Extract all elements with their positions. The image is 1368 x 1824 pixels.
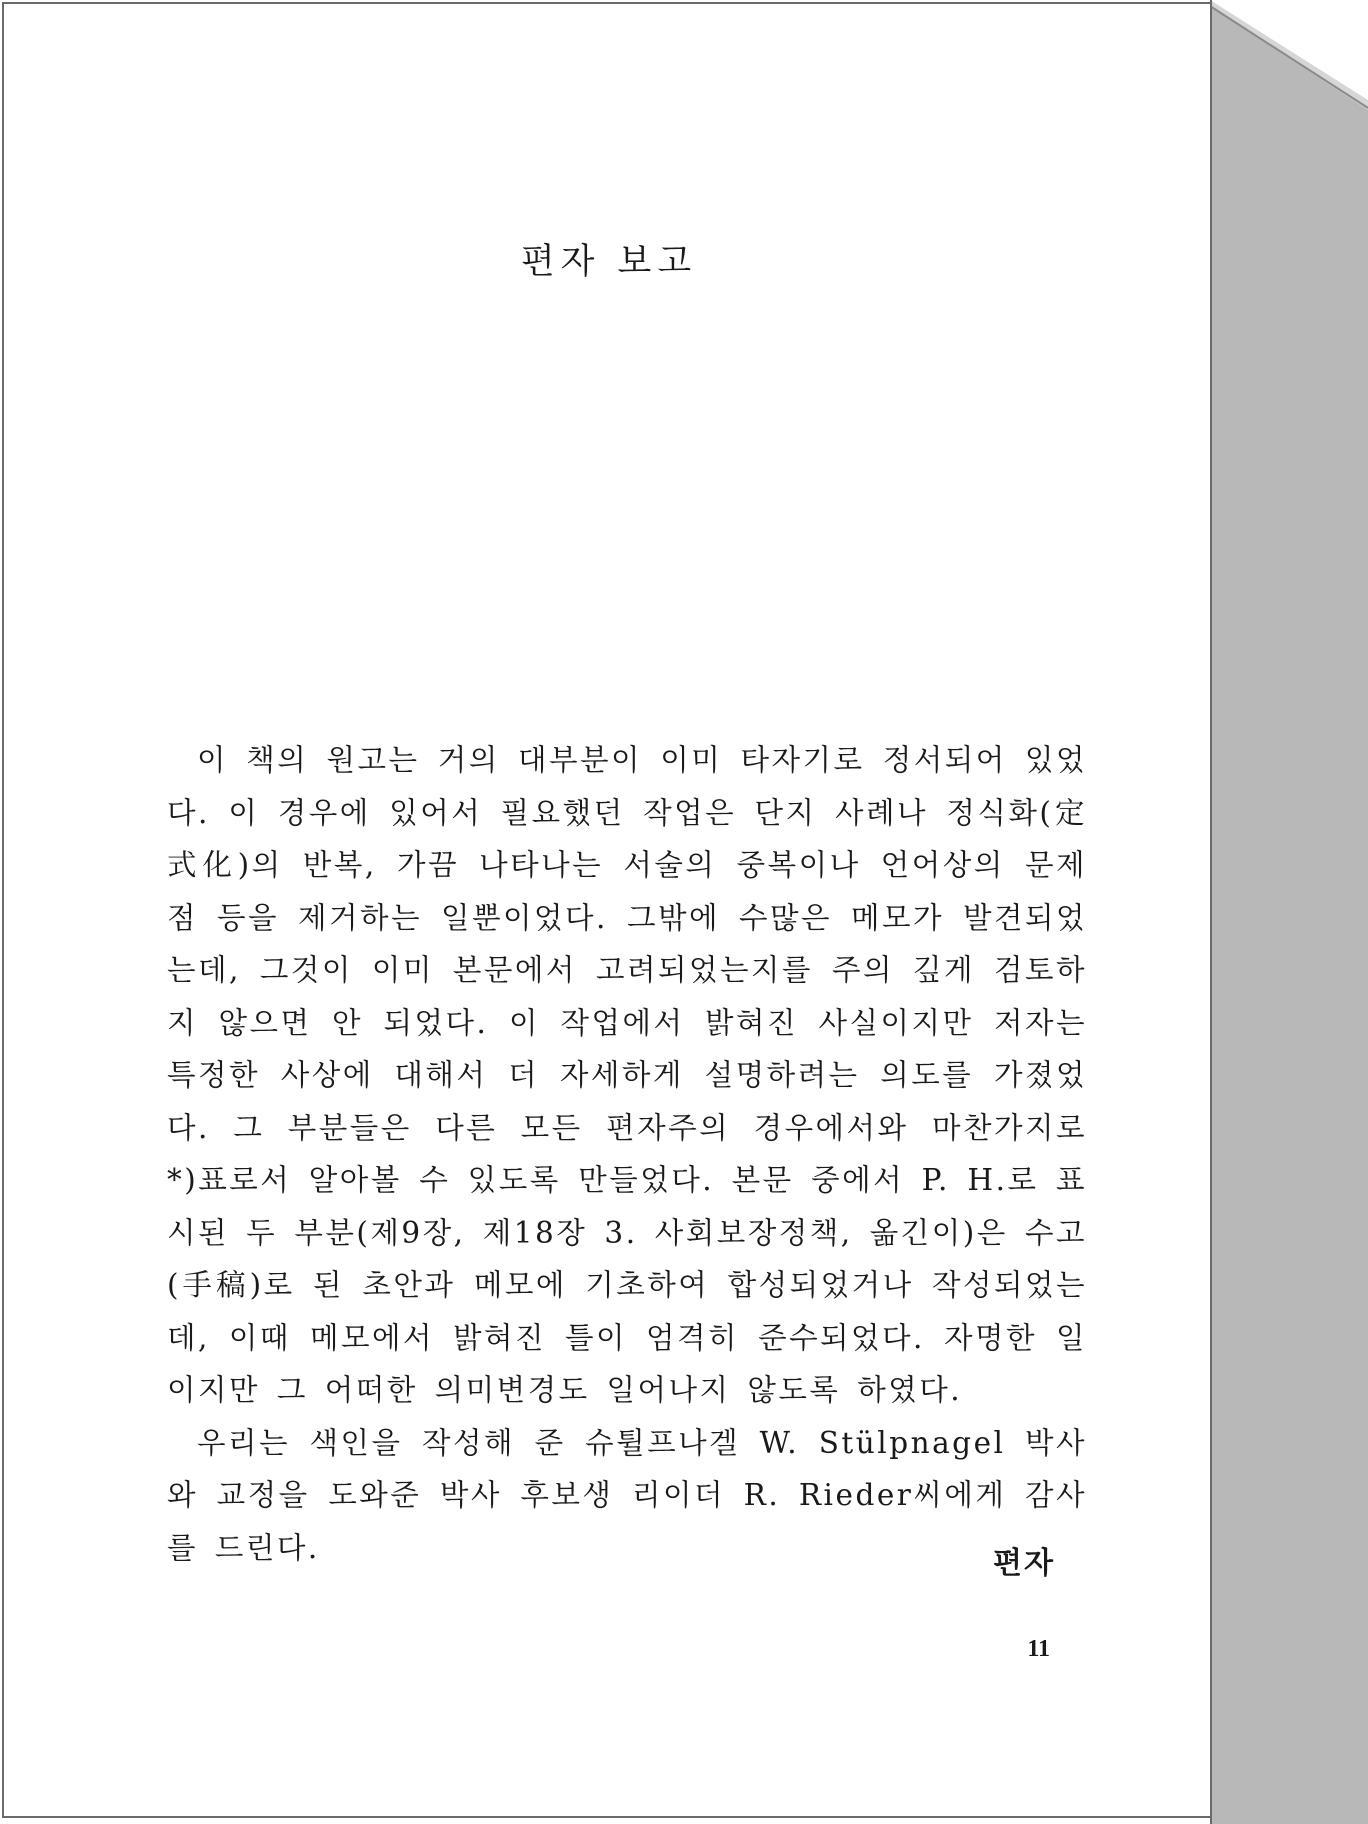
- book-edge: [1210, 0, 1368, 1824]
- page-title: 편자 보고: [520, 242, 698, 282]
- editor-signature: 편자: [993, 1546, 1055, 1581]
- body-paragraph-1: 이 책의 원고는 거의 대부분이 이미 타자기로 정서되어 있었다. 이 경우에 있어서 필요했던 작업은 단지 사례나 정식화(定式化)의 반복, 가끔 나타나는 서술의 중복이나 언어상의 문제점 등을 제거하는 일뿐이었다. 그밖에 수많은 메모가 발견되었는데, 그것이 이미 본문에서 고려되었는지를 주의 깊게 검토하지 않으면 안 되었다. 이 작업에서 밝혀진 사실이지만 저자는 특정한 사상에 대해서 더 자세하게 설명하려는 의도를 가졌었다. 그 부분들은 다른 모든 편자주의 경우에서와 마찬가지로 *)표로서 알아볼 수 있도록 만들었다. 본문 중에서 P. H.로 표시된 두 부분(제9장, 제18장 3. 사회보장정책, 옮긴이)은 수고(手稿)로 된 초안과 메모에 기초하여 합성되었거나 작성되었는데, 이때 메모에서 밝혀진 틀이 엄격히 준수되었다. 자명한 일이지만 그 어떠한 의미변경도 일어나지 않도록 하였다.: [167, 743, 1087, 1407]
- page-body: [167, 734, 1087, 1574]
- body-paragraph-2: 우리는 색인을 작성해 준 슈튈프나겔 W. Stülpnagel 박사와 교정을 도와준 박사 후보생 리이더 R. Rieder씨에게 감사를 드린다.: [167, 1425, 1087, 1565]
- book-edge-side: [1210, 6, 1368, 1824]
- book-page: [2, 2, 1212, 1818]
- page-number: 11: [1027, 1636, 1050, 1662]
